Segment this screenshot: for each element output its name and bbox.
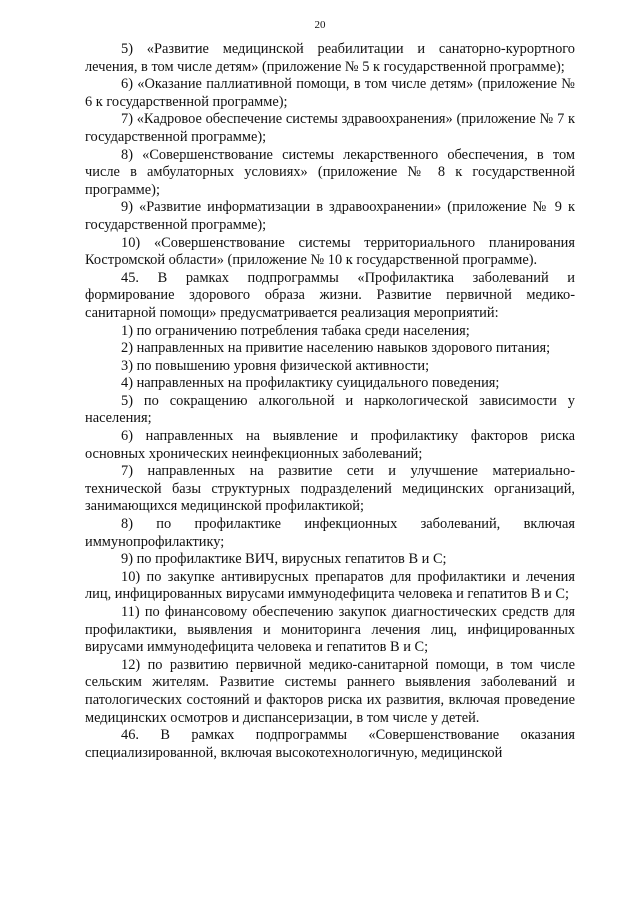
paragraph-item-7: 7) «Кадровое обеспечение системы здравоохранения» (приложение № 7 к государственной программе); bbox=[85, 111, 575, 145]
paragraph-item-10: 10) «Совершенствование системы территориального планирования Костромской области» (приложение № 10 к государственной программе). bbox=[85, 234, 575, 269]
paragraph-measure-6: 6) направленных на выявление и профилактику факторов риска основных хронических неинфекционных заболеваний; bbox=[85, 428, 575, 462]
paragraph-measure-1: 1) по ограничению потребления табака среди населения; bbox=[121, 322, 470, 339]
document-body bbox=[85, 41, 575, 762]
paragraph-item-8: 8) «Совершенствование системы лекарственного обеспечения, в том числе в амбулаторных условиях» (приложение № 8 к государственной программе); bbox=[85, 146, 575, 198]
paragraph-section-45: 45. В рамках подпрограммы «Профилактика заболеваний и формирование здорового образа жизни. Развитие первичной медико-санитарной помощи» предусматривается реализация мероприятий: bbox=[85, 269, 575, 321]
paragraph-measure-3: 3) по повышению уровня физической активности; bbox=[121, 357, 430, 374]
paragraph-measure-12: 12) по развитию первичной медико-санитарной помощи, в том числе сельским жителям. Развитие системы раннего выявления заболеваний и патологических состояний и факторов риска их развития, включая проведение медицинских осмотров и диспансеризации, в том числе у детей. bbox=[85, 656, 575, 726]
paragraph-measure-2: 2) направленных на привитие населению навыков здорового питания; bbox=[121, 340, 551, 357]
page-number: 20 bbox=[314, 19, 326, 31]
paragraph-measure-5: 5) по сокращению алкогольной и наркологической зависимости у населения; bbox=[85, 392, 575, 427]
paragraph-item-6: 6) «Оказание паллиативной помощи, в том числе детям» (приложение № 6 к государственной программе); bbox=[85, 76, 575, 110]
paragraph-measure-4: 4) направленных на профилактику суицидального поведения; bbox=[121, 375, 500, 392]
paragraph-measure-7: 7) направленных на развитие сети и улучшение материально-технической базы структурных подразделений медицинских организаций, занимающихся медицинской профилактикой; bbox=[85, 463, 575, 515]
paragraph-measure-11: 11) по финансовому обеспечению закупок диагностических средств для профилактики, выявления и мониторинга лечения лиц, инфицированных вирусами иммунодефицита человека и гепатитов В и С; bbox=[85, 604, 575, 656]
paragraph-measure-9: 9) по профилактике ВИЧ, вирусных гепатитов В и С; bbox=[121, 551, 447, 568]
paragraph-item-9: 9) «Развитие информатизации в здравоохранении» (приложение № 9 к государственной программе); bbox=[85, 199, 575, 233]
paragraph-section-46: 46. В рамках подпрограммы «Совершенствование оказания специализированной, включая высокотехнологичную, медицинской bbox=[85, 727, 575, 761]
paragraph-measure-10: 10) по закупке антивирусных препаратов для профилактики и лечения лиц, инфицированных вирусами иммунодефицита человека и гепатитов В и С; bbox=[85, 568, 575, 603]
paragraph-measure-8: 8) по профилактике инфекционных заболеваний, включая иммунопрофилактику; bbox=[85, 516, 575, 550]
paragraph-item-5: 5) «Развитие медицинской реабилитации и санаторно-курортного лечения, в том числе детям» (приложение № 5 к государственной программе); bbox=[85, 41, 575, 75]
